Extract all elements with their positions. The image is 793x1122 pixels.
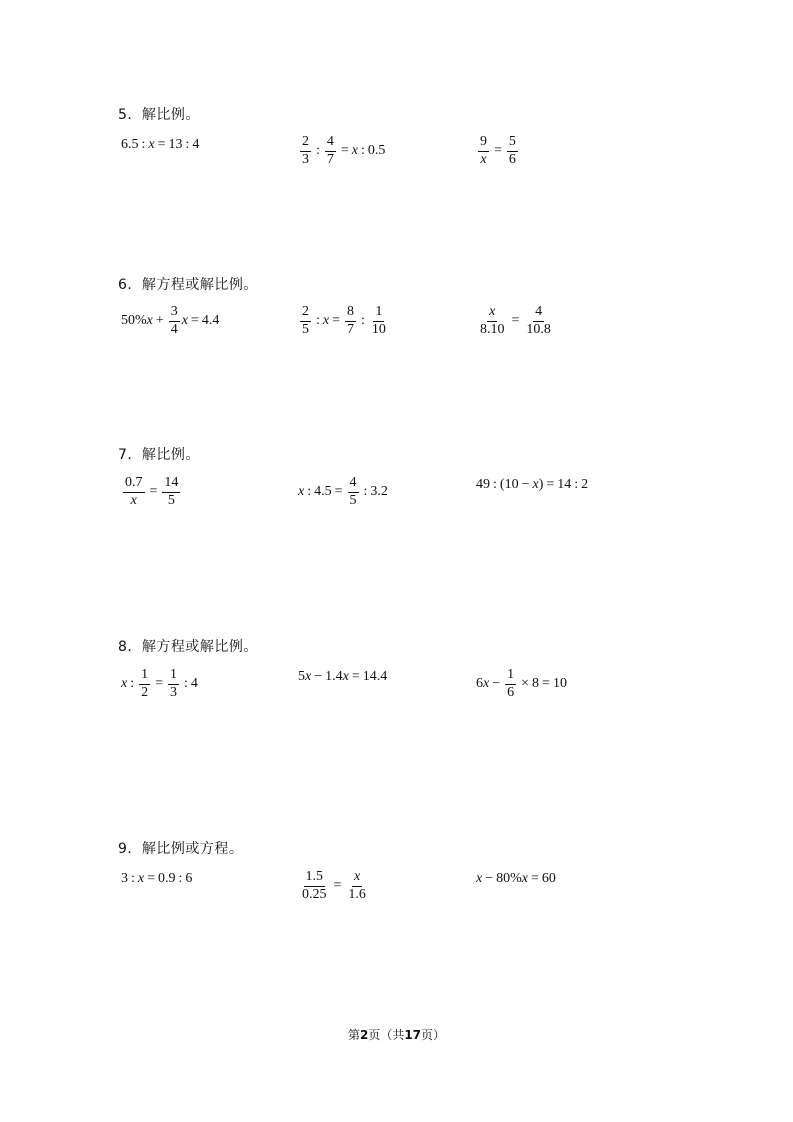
equation-8-2: 5 x − 1.4 x = 14.4 — [298, 669, 388, 684]
footer-total-pages: 17 — [404, 1028, 422, 1042]
section-5-heading: 5．解比例。 — [118, 107, 200, 123]
footer-page-number: 2 — [359, 1028, 369, 1042]
equation-6-2: $\frac{2}{5}$ : x = $\frac{8}{7}$ : $\frac{1}{10}$ — [302, 303, 386, 337]
equation-6-3: $\frac{x}{8.10}$ = $\frac{4}{10.8}$ — [480, 303, 551, 337]
equation-5-3: $\frac{9}{x}$ = $\frac{5}{6}$ — [480, 133, 516, 167]
equation-6-1: 50% x + $\frac{3}{4}$ x = 4.4 — [121, 303, 220, 337]
section-6-heading: 6．解方程或解比例。 — [118, 277, 258, 293]
equation-9-2: $\frac{1.5}{0.25}$ = $\frac{x}{1.6}$ — [302, 868, 366, 902]
equation-7-3: 49 : ( 10 − x ) = 14 : 2 — [476, 477, 589, 492]
equation-8-3: 6 x − $\frac{1}{6}$ × 8 = 10 — [476, 666, 567, 700]
equation-7-1: $\frac{0.7}{x}$ = $\frac{14}{5}$ — [125, 474, 179, 508]
footer-suffix: 页） — [421, 1028, 446, 1042]
equation-7-2: x : 4.5 = $\frac{4}{5}$ : 3.2 — [298, 474, 388, 508]
page-footer — [0, 1026, 793, 1043]
equation-9-3: x − 80% x = 60 — [476, 871, 556, 886]
equation-9-1: 3 : x = 0.9 : 6 — [121, 871, 193, 886]
section-9-heading: 9．解比例或方程。 — [118, 841, 244, 857]
equation-5-2: $\frac{2}{3}$ : $\frac{4}{7}$ = x : 0.5 — [302, 133, 386, 167]
footer-prefix: 第 — [347, 1028, 360, 1042]
equation-5-1: 6.5 : x = 13 : 4 — [121, 137, 200, 152]
section-8-heading: 8．解方程或解比例。 — [118, 639, 258, 655]
section-7-heading: 7．解比例。 — [118, 447, 200, 463]
footer-middle: 页（共 — [368, 1028, 405, 1042]
equation-8-1: x : $\frac{1}{2}$ = $\frac{1}{3}$ : 4 — [121, 666, 198, 700]
